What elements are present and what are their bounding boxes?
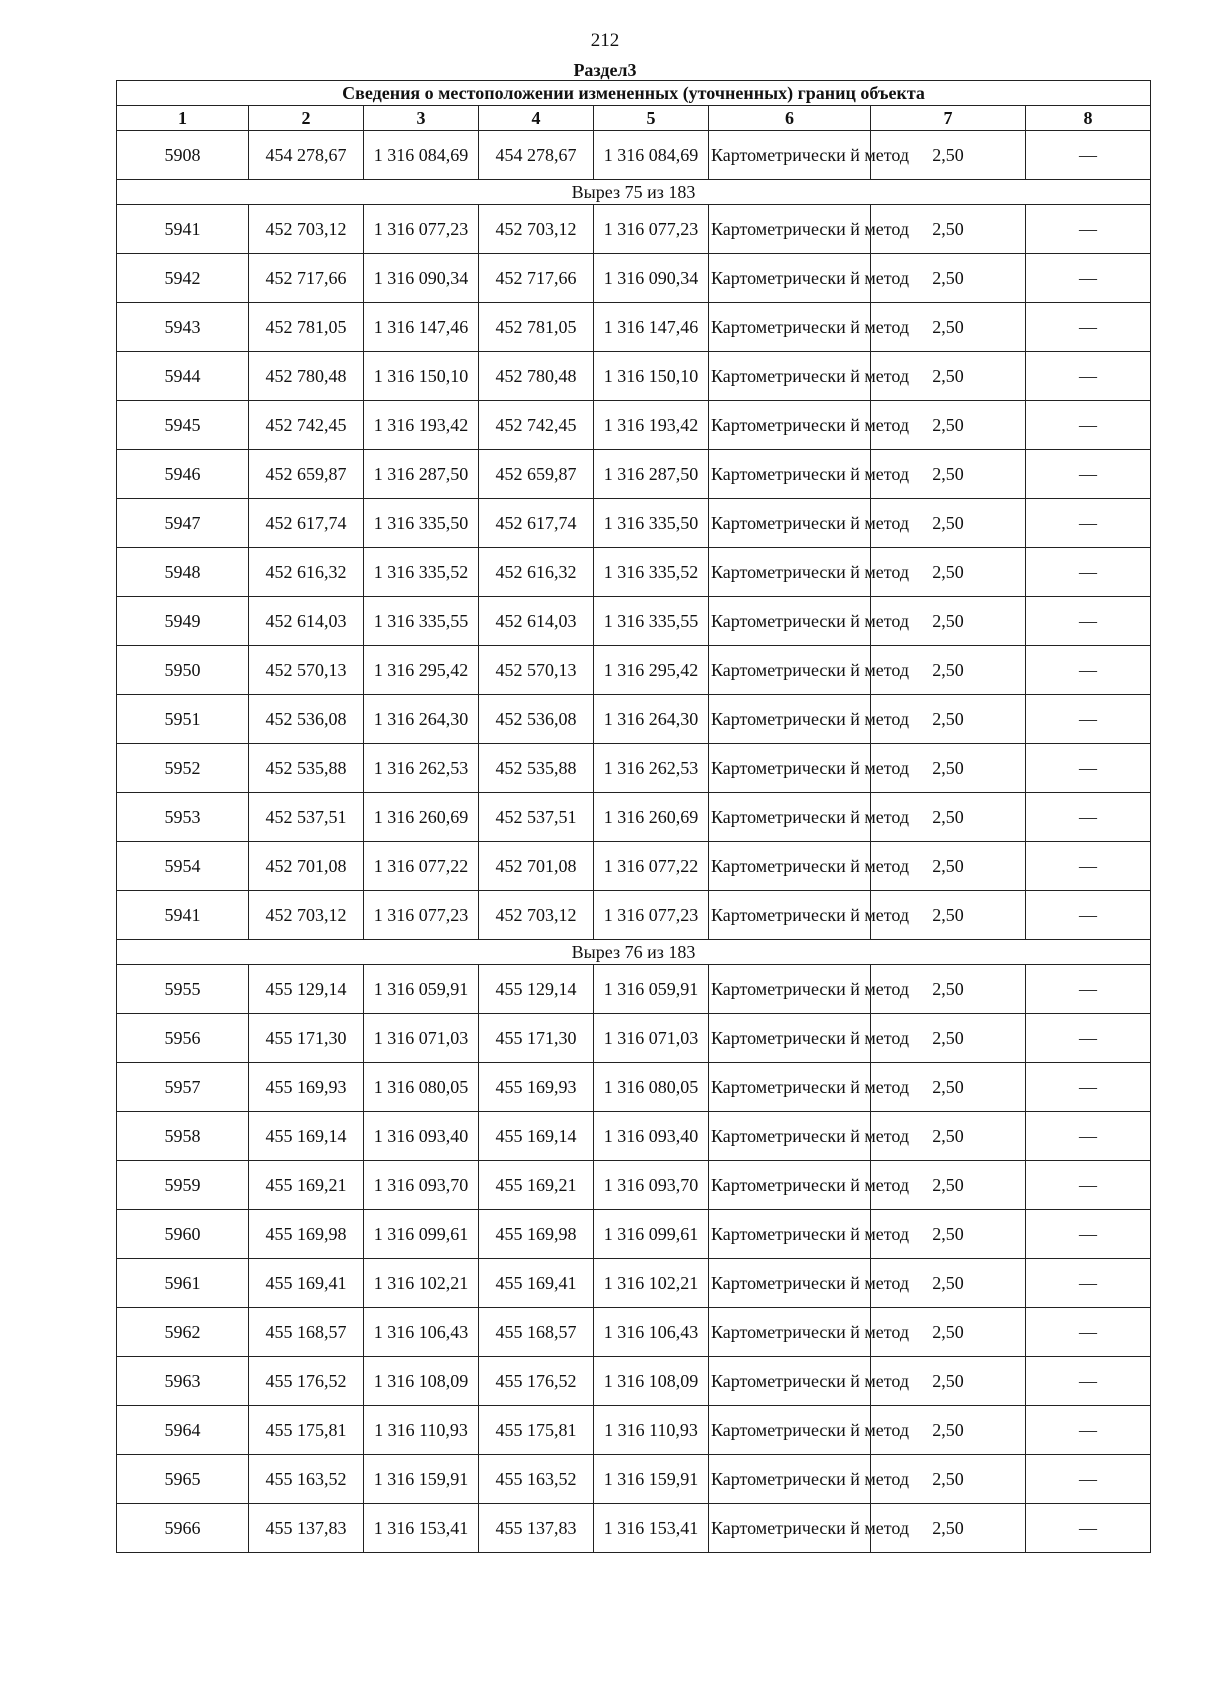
- y-old-cell: 1 316 077,23: [364, 205, 479, 254]
- accuracy-cell: 2,50: [871, 1161, 1026, 1210]
- x-new-cell: 452 570,13: [479, 646, 594, 695]
- dash-mark: —: [1079, 1027, 1098, 1048]
- method-cell: Картометрически й метод: [709, 1210, 871, 1259]
- description-cell: [1026, 254, 1151, 303]
- method-cell: Картометрически й метод: [709, 1308, 871, 1357]
- x-old-cell: 452 614,03: [249, 597, 364, 646]
- dash-mark: —: [1079, 144, 1098, 165]
- table-row: [117, 1014, 1151, 1063]
- y-old-cell: 1 316 077,22: [364, 842, 479, 891]
- method-cell: Картометрически й метод: [709, 1014, 871, 1063]
- y-old-cell: 1 316 335,50: [364, 499, 479, 548]
- y-new-cell: 1 316 090,34: [594, 254, 709, 303]
- x-old-cell: 452 701,08: [249, 842, 364, 891]
- table-row: [117, 842, 1151, 891]
- x-old-cell: 455 169,98: [249, 1210, 364, 1259]
- y-old-cell: 1 316 159,91: [364, 1455, 479, 1504]
- y-new-cell: 1 316 335,50: [594, 499, 709, 548]
- x-new-cell: 452 617,74: [479, 499, 594, 548]
- accuracy-cell: 2,50: [871, 965, 1026, 1014]
- table-row: [117, 131, 1151, 180]
- method-cell: Картометрически й метод: [709, 1406, 871, 1455]
- x-old-cell: 452 717,66: [249, 254, 364, 303]
- x-old-cell: 452 536,08: [249, 695, 364, 744]
- accuracy-cell: 2,50: [871, 1406, 1026, 1455]
- table-row: [117, 499, 1151, 548]
- dash-mark: —: [1079, 365, 1098, 386]
- accuracy-cell: 2,50: [871, 695, 1026, 744]
- column-header: 3: [364, 106, 479, 131]
- y-new-cell: 1 316 287,50: [594, 450, 709, 499]
- column-header: 5: [594, 106, 709, 131]
- description-cell: [1026, 1063, 1151, 1112]
- dash-mark: —: [1079, 463, 1098, 484]
- page-number: 212: [590, 30, 620, 51]
- y-old-cell: 1 316 260,69: [364, 793, 479, 842]
- description-cell: [1026, 793, 1151, 842]
- method-cell: Картометрически й метод: [709, 1504, 871, 1553]
- point-number-cell: 5954: [117, 842, 249, 891]
- point-number-cell: 5964: [117, 1406, 249, 1455]
- description-cell: [1026, 450, 1151, 499]
- y-new-cell: 1 316 093,40: [594, 1112, 709, 1161]
- point-number-cell: 5941: [117, 205, 249, 254]
- dash-mark: —: [1079, 218, 1098, 239]
- y-new-cell: 1 316 102,21: [594, 1259, 709, 1308]
- dash-mark: —: [1079, 1321, 1098, 1342]
- dash-mark: —: [1079, 659, 1098, 680]
- x-new-cell: 452 742,45: [479, 401, 594, 450]
- table-row: [117, 1112, 1151, 1161]
- y-old-cell: 1 316 077,23: [364, 891, 479, 940]
- dash-mark: —: [1079, 1419, 1098, 1440]
- table-row: [117, 1063, 1151, 1112]
- y-old-cell: 1 316 147,46: [364, 303, 479, 352]
- y-old-cell: 1 316 059,91: [364, 965, 479, 1014]
- table-row: [117, 303, 1151, 352]
- description-cell: [1026, 1014, 1151, 1063]
- dash-mark: —: [1079, 1076, 1098, 1097]
- table-row: [117, 1504, 1151, 1553]
- x-new-cell: 452 537,51: [479, 793, 594, 842]
- table-body: [117, 131, 1151, 1553]
- x-new-cell: 455 169,14: [479, 1112, 594, 1161]
- description-cell: [1026, 1455, 1151, 1504]
- y-old-cell: 1 316 090,34: [364, 254, 479, 303]
- accuracy-cell: 2,50: [871, 842, 1026, 891]
- point-number-cell: 5955: [117, 965, 249, 1014]
- point-number-cell: 5962: [117, 1308, 249, 1357]
- x-new-cell: 452 703,12: [479, 891, 594, 940]
- point-number-cell: 5951: [117, 695, 249, 744]
- method-cell: Картометрически й метод: [709, 401, 871, 450]
- y-old-cell: 1 316 071,03: [364, 1014, 479, 1063]
- table-caption: Сведения о местоположении измененных (уточненных) границ объекта: [117, 81, 1151, 106]
- x-new-cell: 452 780,48: [479, 352, 594, 401]
- x-old-cell: 452 535,88: [249, 744, 364, 793]
- table-row: [117, 891, 1151, 940]
- method-cell: Картометрически й метод: [709, 131, 871, 180]
- y-old-cell: 1 316 099,61: [364, 1210, 479, 1259]
- method-cell: Картометрически й метод: [709, 597, 871, 646]
- table-row: [117, 1308, 1151, 1357]
- dash-mark: —: [1079, 757, 1098, 778]
- y-new-cell: 1 316 080,05: [594, 1063, 709, 1112]
- method-cell: Картометрически й метод: [709, 303, 871, 352]
- x-new-cell: 454 278,67: [479, 131, 594, 180]
- description-cell: [1026, 1259, 1151, 1308]
- coordinates-table: [116, 80, 1151, 1553]
- method-cell: Картометрически й метод: [709, 1455, 871, 1504]
- description-cell: [1026, 1112, 1151, 1161]
- accuracy-cell: 2,50: [871, 352, 1026, 401]
- dash-mark: —: [1079, 1517, 1098, 1538]
- x-new-cell: 452 535,88: [479, 744, 594, 793]
- description-cell: [1026, 1161, 1151, 1210]
- x-old-cell: 452 570,13: [249, 646, 364, 695]
- y-old-cell: 1 316 108,09: [364, 1357, 479, 1406]
- accuracy-cell: 2,50: [871, 254, 1026, 303]
- table-row: [117, 1161, 1151, 1210]
- group-row: [117, 180, 1151, 205]
- x-old-cell: 452 781,05: [249, 303, 364, 352]
- x-new-cell: 455 169,21: [479, 1161, 594, 1210]
- y-old-cell: 1 316 093,40: [364, 1112, 479, 1161]
- method-cell: Картометрически й метод: [709, 793, 871, 842]
- accuracy-cell: 2,50: [871, 1259, 1026, 1308]
- dash-mark: —: [1079, 1174, 1098, 1195]
- accuracy-cell: 2,50: [871, 499, 1026, 548]
- x-old-cell: 455 169,93: [249, 1063, 364, 1112]
- accuracy-cell: 2,50: [871, 1014, 1026, 1063]
- method-cell: Картометрически й метод: [709, 646, 871, 695]
- x-new-cell: 452 703,12: [479, 205, 594, 254]
- table-row: [117, 1406, 1151, 1455]
- x-new-cell: 455 168,57: [479, 1308, 594, 1357]
- y-new-cell: 1 316 110,93: [594, 1406, 709, 1455]
- x-old-cell: 454 278,67: [249, 131, 364, 180]
- table-row: [117, 744, 1151, 793]
- y-old-cell: 1 316 084,69: [364, 131, 479, 180]
- dash-mark: —: [1079, 1468, 1098, 1489]
- x-old-cell: 452 742,45: [249, 401, 364, 450]
- accuracy-cell: 2,50: [871, 1455, 1026, 1504]
- table-row: [117, 401, 1151, 450]
- y-new-cell: 1 316 260,69: [594, 793, 709, 842]
- dash-mark: —: [1079, 1125, 1098, 1146]
- x-old-cell: 452 659,87: [249, 450, 364, 499]
- description-cell: [1026, 842, 1151, 891]
- section-title: Раздел3: [573, 60, 637, 80]
- dash-mark: —: [1079, 610, 1098, 631]
- x-old-cell: 452 537,51: [249, 793, 364, 842]
- table-row: [117, 1259, 1151, 1308]
- group-label: Вырез 75 из 183: [117, 180, 1151, 205]
- column-header: 8: [1026, 106, 1151, 131]
- description-cell: [1026, 548, 1151, 597]
- point-number-cell: 5908: [117, 131, 249, 180]
- column-header: 6: [709, 106, 871, 131]
- y-new-cell: 1 316 262,53: [594, 744, 709, 793]
- method-cell: Картометрически й метод: [709, 352, 871, 401]
- column-header: 4: [479, 106, 594, 131]
- description-cell: [1026, 646, 1151, 695]
- point-number-cell: 5963: [117, 1357, 249, 1406]
- accuracy-cell: 2,50: [871, 303, 1026, 352]
- y-new-cell: 1 316 106,43: [594, 1308, 709, 1357]
- y-new-cell: 1 316 077,23: [594, 891, 709, 940]
- method-cell: Картометрически й метод: [709, 744, 871, 793]
- dash-mark: —: [1079, 978, 1098, 999]
- accuracy-cell: 2,50: [871, 131, 1026, 180]
- point-number-cell: 5965: [117, 1455, 249, 1504]
- accuracy-cell: 2,50: [871, 450, 1026, 499]
- dash-mark: —: [1079, 561, 1098, 582]
- point-number-cell: 5960: [117, 1210, 249, 1259]
- x-old-cell: 452 616,32: [249, 548, 364, 597]
- table-row: [117, 548, 1151, 597]
- x-new-cell: 455 171,30: [479, 1014, 594, 1063]
- x-old-cell: 455 168,57: [249, 1308, 364, 1357]
- dash-mark: —: [1079, 414, 1098, 435]
- y-new-cell: 1 316 335,55: [594, 597, 709, 646]
- x-old-cell: 455 169,14: [249, 1112, 364, 1161]
- method-cell: Картометрически й метод: [709, 450, 871, 499]
- x-new-cell: 452 781,05: [479, 303, 594, 352]
- point-number-cell: 5947: [117, 499, 249, 548]
- accuracy-cell: 2,50: [871, 1112, 1026, 1161]
- dash-mark: —: [1079, 904, 1098, 925]
- description-cell: [1026, 401, 1151, 450]
- y-old-cell: 1 316 110,93: [364, 1406, 479, 1455]
- table-row: [117, 646, 1151, 695]
- description-cell: [1026, 744, 1151, 793]
- column-header: 2: [249, 106, 364, 131]
- y-new-cell: 1 316 077,23: [594, 205, 709, 254]
- x-new-cell: 452 536,08: [479, 695, 594, 744]
- dash-mark: —: [1079, 267, 1098, 288]
- x-new-cell: 455 175,81: [479, 1406, 594, 1455]
- x-new-cell: 455 169,93: [479, 1063, 594, 1112]
- table-row: [117, 695, 1151, 744]
- column-header: 7: [871, 106, 1026, 131]
- table-row: [117, 965, 1151, 1014]
- method-cell: Картометрически й метод: [709, 1112, 871, 1161]
- table-row: [117, 352, 1151, 401]
- method-cell: Картометрически й метод: [709, 499, 871, 548]
- accuracy-cell: 2,50: [871, 548, 1026, 597]
- method-cell: Картометрически й метод: [709, 1063, 871, 1112]
- point-number-cell: 5944: [117, 352, 249, 401]
- column-header: 1: [117, 106, 249, 131]
- x-old-cell: 455 175,81: [249, 1406, 364, 1455]
- method-cell: Картометрически й метод: [709, 1161, 871, 1210]
- x-old-cell: 452 780,48: [249, 352, 364, 401]
- dash-mark: —: [1079, 855, 1098, 876]
- y-old-cell: 1 316 287,50: [364, 450, 479, 499]
- accuracy-cell: 2,50: [871, 205, 1026, 254]
- x-old-cell: 455 163,52: [249, 1455, 364, 1504]
- point-number-cell: 5953: [117, 793, 249, 842]
- method-cell: Картометрически й метод: [709, 695, 871, 744]
- description-cell: [1026, 891, 1151, 940]
- accuracy-cell: 2,50: [871, 1063, 1026, 1112]
- dash-mark: —: [1079, 1272, 1098, 1293]
- y-old-cell: 1 316 080,05: [364, 1063, 479, 1112]
- x-new-cell: 455 129,14: [479, 965, 594, 1014]
- point-number-cell: 5941: [117, 891, 249, 940]
- accuracy-cell: 2,50: [871, 646, 1026, 695]
- accuracy-cell: 2,50: [871, 1308, 1026, 1357]
- y-new-cell: 1 316 264,30: [594, 695, 709, 744]
- y-old-cell: 1 316 295,42: [364, 646, 479, 695]
- y-new-cell: 1 316 071,03: [594, 1014, 709, 1063]
- description-cell: [1026, 1308, 1151, 1357]
- point-number-cell: 5949: [117, 597, 249, 646]
- point-number-cell: 5961: [117, 1259, 249, 1308]
- y-new-cell: 1 316 147,46: [594, 303, 709, 352]
- x-old-cell: 455 137,83: [249, 1504, 364, 1553]
- group-row: [117, 940, 1151, 965]
- x-old-cell: 455 169,21: [249, 1161, 364, 1210]
- method-cell: Картометрически й метод: [709, 842, 871, 891]
- accuracy-cell: 2,50: [871, 401, 1026, 450]
- accuracy-cell: 2,50: [871, 1210, 1026, 1259]
- dash-mark: —: [1079, 1223, 1098, 1244]
- point-number-cell: 5946: [117, 450, 249, 499]
- y-new-cell: 1 316 150,10: [594, 352, 709, 401]
- x-new-cell: 455 163,52: [479, 1455, 594, 1504]
- x-old-cell: 452 703,12: [249, 891, 364, 940]
- description-cell: [1026, 1210, 1151, 1259]
- table-row: [117, 205, 1151, 254]
- x-new-cell: 452 616,32: [479, 548, 594, 597]
- point-number-cell: 5957: [117, 1063, 249, 1112]
- dash-mark: —: [1079, 1370, 1098, 1391]
- description-cell: [1026, 352, 1151, 401]
- point-number-cell: 5945: [117, 401, 249, 450]
- method-cell: Картометрически й метод: [709, 891, 871, 940]
- y-new-cell: 1 316 059,91: [594, 965, 709, 1014]
- point-number-cell: 5952: [117, 744, 249, 793]
- method-cell: Картометрически й метод: [709, 1259, 871, 1308]
- method-cell: Картометрически й метод: [709, 548, 871, 597]
- point-number-cell: 5943: [117, 303, 249, 352]
- method-cell: Картометрически й метод: [709, 965, 871, 1014]
- y-old-cell: 1 316 106,43: [364, 1308, 479, 1357]
- accuracy-cell: 2,50: [871, 793, 1026, 842]
- description-cell: [1026, 1504, 1151, 1553]
- accuracy-cell: 2,50: [871, 1357, 1026, 1406]
- method-cell: Картометрически й метод: [709, 1357, 871, 1406]
- table-row: [117, 1210, 1151, 1259]
- point-number-cell: 5942: [117, 254, 249, 303]
- y-new-cell: 1 316 159,91: [594, 1455, 709, 1504]
- method-cell: Картометрически й метод: [709, 205, 871, 254]
- y-old-cell: 1 316 102,21: [364, 1259, 479, 1308]
- y-old-cell: 1 316 264,30: [364, 695, 479, 744]
- y-new-cell: 1 316 077,22: [594, 842, 709, 891]
- y-old-cell: 1 316 262,53: [364, 744, 479, 793]
- x-old-cell: 455 171,30: [249, 1014, 364, 1063]
- point-number-cell: 5959: [117, 1161, 249, 1210]
- x-new-cell: 455 169,98: [479, 1210, 594, 1259]
- dash-mark: —: [1079, 806, 1098, 827]
- x-new-cell: 452 614,03: [479, 597, 594, 646]
- table-row: [117, 1357, 1151, 1406]
- accuracy-cell: 2,50: [871, 744, 1026, 793]
- description-cell: [1026, 965, 1151, 1014]
- x-old-cell: 455 129,14: [249, 965, 364, 1014]
- description-cell: [1026, 205, 1151, 254]
- y-old-cell: 1 316 193,42: [364, 401, 479, 450]
- x-old-cell: 452 617,74: [249, 499, 364, 548]
- description-cell: [1026, 499, 1151, 548]
- x-old-cell: 455 176,52: [249, 1357, 364, 1406]
- description-cell: [1026, 1357, 1151, 1406]
- dash-mark: —: [1079, 316, 1098, 337]
- method-cell: Картометрически й метод: [709, 254, 871, 303]
- description-cell: [1026, 1406, 1151, 1455]
- point-number-cell: 5948: [117, 548, 249, 597]
- x-new-cell: 452 701,08: [479, 842, 594, 891]
- y-new-cell: 1 316 093,70: [594, 1161, 709, 1210]
- y-old-cell: 1 316 093,70: [364, 1161, 479, 1210]
- group-label: Вырез 76 из 183: [117, 940, 1151, 965]
- y-old-cell: 1 316 153,41: [364, 1504, 479, 1553]
- y-new-cell: 1 316 295,42: [594, 646, 709, 695]
- y-new-cell: 1 316 099,61: [594, 1210, 709, 1259]
- accuracy-cell: 2,50: [871, 1504, 1026, 1553]
- x-new-cell: 455 169,41: [479, 1259, 594, 1308]
- y-new-cell: 1 316 193,42: [594, 401, 709, 450]
- point-number-cell: 5958: [117, 1112, 249, 1161]
- y-new-cell: 1 316 108,09: [594, 1357, 709, 1406]
- table-row: [117, 450, 1151, 499]
- accuracy-cell: 2,50: [871, 891, 1026, 940]
- description-cell: [1026, 131, 1151, 180]
- x-new-cell: 455 176,52: [479, 1357, 594, 1406]
- y-new-cell: 1 316 084,69: [594, 131, 709, 180]
- description-cell: [1026, 597, 1151, 646]
- x-old-cell: 452 703,12: [249, 205, 364, 254]
- description-cell: [1026, 303, 1151, 352]
- x-old-cell: 455 169,41: [249, 1259, 364, 1308]
- table-row: [117, 793, 1151, 842]
- x-new-cell: 452 717,66: [479, 254, 594, 303]
- table-row: [117, 254, 1151, 303]
- table-row: [117, 1455, 1151, 1504]
- point-number-cell: 5956: [117, 1014, 249, 1063]
- description-cell: [1026, 695, 1151, 744]
- dash-mark: —: [1079, 708, 1098, 729]
- y-old-cell: 1 316 150,10: [364, 352, 479, 401]
- table-row: [117, 597, 1151, 646]
- y-old-cell: 1 316 335,55: [364, 597, 479, 646]
- point-number-cell: 5950: [117, 646, 249, 695]
- x-new-cell: 452 659,87: [479, 450, 594, 499]
- y-new-cell: 1 316 153,41: [594, 1504, 709, 1553]
- point-number-cell: 5966: [117, 1504, 249, 1553]
- dash-mark: —: [1079, 512, 1098, 533]
- x-new-cell: 455 137,83: [479, 1504, 594, 1553]
- y-new-cell: 1 316 335,52: [594, 548, 709, 597]
- y-old-cell: 1 316 335,52: [364, 548, 479, 597]
- accuracy-cell: 2,50: [871, 597, 1026, 646]
